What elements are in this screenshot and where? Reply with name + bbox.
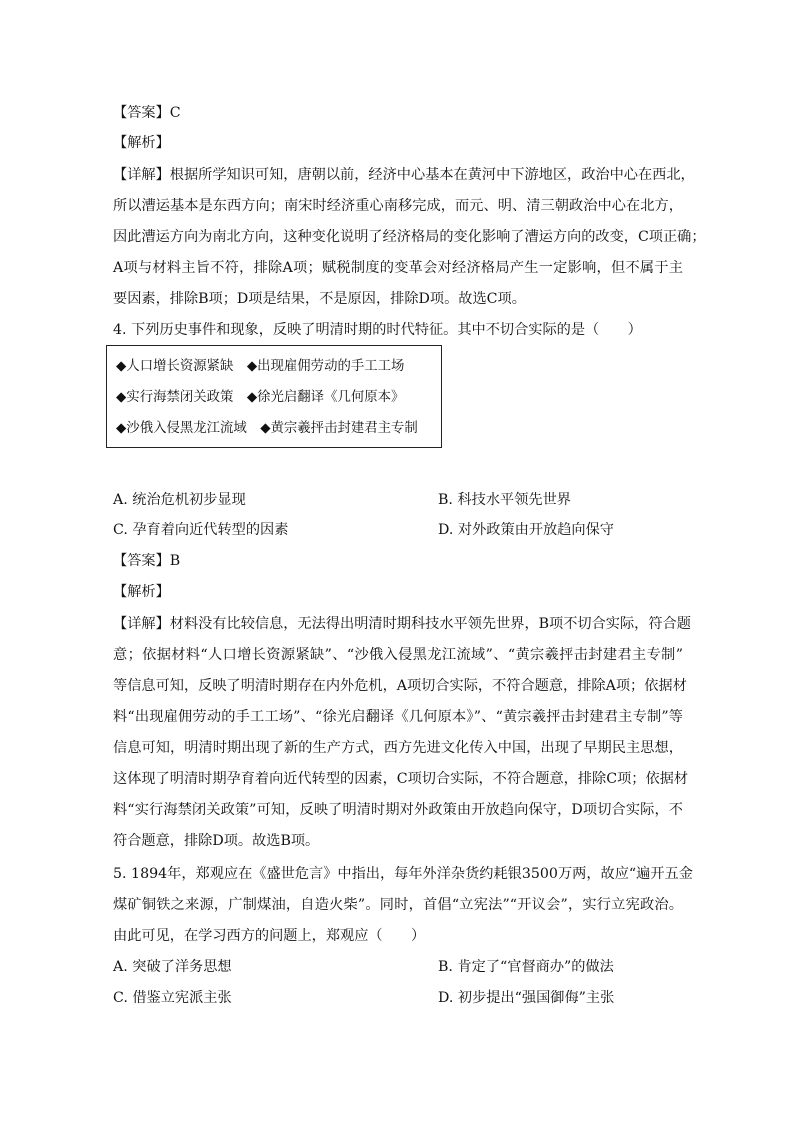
q4-detail-line: 意；依据材料“人口增长资源紧缺”、“沙俄入侵黑龙江流域”、“黄宗羲抨击封建君主专制” (113, 647, 683, 663)
q4-detail-line: 料“出现雇佣劳动的手工工场”、“徐光启翻译《几何原本》”、“黄宗羲抨击封建君主专制”等 (113, 709, 683, 725)
q5-stem-line: 煤矿铜铁之来源，广制煤油，自造火柴”。同时，首倡“立宪法”“开议会”，实行立宪政治。 (113, 897, 683, 913)
q3-detail-line: 所以漕运基本是东西方向；南宋时经济重心南移完成，而元、明、清三朝政治中心在北方， (113, 198, 683, 214)
q5-option-b: B. 肯定了“官督商办”的做法 (438, 959, 614, 975)
q3-answer: 【答案】C (113, 105, 181, 121)
q4-detail-line: 符合题意，排除D项。故选B项。 (113, 833, 320, 849)
q4-material-row: ◆沙俄入侵黑龙江流域 ◆黄宗羲抨击封建君主专制 (116, 421, 418, 436)
q4-detail-line: 料“实行海禁闭关政策”可知，反映了明清时期对外政策由开放趋向保守，D项切合实际，不 (113, 802, 683, 818)
q4-material-box (106, 345, 442, 448)
q4-detail-line: 【详解】材料没有比较信息，无法得出明清时期科技水平领先世界，B项不切合实际，符合题 (113, 616, 691, 632)
q5-stem-line: 由此可见，在学习西方的问题上，郑观应（ ） (113, 928, 426, 944)
q4-material-row: ◆人口增长资源紧缺 ◆出现雇佣劳动的手工工场 (116, 359, 405, 374)
q4-option-c: C. 孕育着向近代转型的因素 (113, 522, 289, 538)
q4-option-d: D. 对外政策由开放趋向保守 (438, 522, 614, 538)
q4-analysis-label: 【解析】 (113, 584, 170, 600)
q5-option-d: D. 初步提出“强国御侮”主张 (438, 990, 615, 1006)
q3-analysis-label: 【解析】 (113, 135, 170, 151)
q4-option-b: B. 科技水平领先世界 (438, 492, 571, 508)
q3-detail-line: 要因素，排除B项；D项是结果，不是原因，排除D项。故选C项。 (113, 291, 526, 307)
q4-detail-line: 等信息可知，反映了明清时期存在内外危机，A项切合实际，不符合题意，排除A项；依据材 (113, 678, 687, 694)
q5-stem-line: 5. 1894年，郑观应在《盛世危言》中指出，每年外洋杂货约耗银3500万两，故应“遍开五金 (113, 866, 693, 882)
q5-option-c: C. 借鉴立宪派主张 (113, 990, 232, 1006)
q5-option-a: A. 突破了洋务思想 (113, 959, 232, 975)
q3-detail-line: A项与材料主旨不符，排除A项；赋税制度的变革会对经济格局产生一定影响，但不属于主 (113, 260, 683, 276)
q4-detail-line: 信息可知，明清时期出现了新的生产方式，西方先进文化传入中国，出现了早期民主思想， (113, 740, 683, 756)
q3-detail-line: 【详解】根据所学知识可知，唐朝以前，经济中心基本在黄河中下游地区，政治中心在西北， (113, 167, 695, 183)
q4-stem: 4. 下列历史事件和现象，反映了明清时期的时代特征。其中不切合实际的是（ ） (113, 322, 642, 338)
q4-option-a: A. 统治危机初步显现 (113, 492, 246, 508)
q4-material-row: ◆实行海禁闭关政策 ◆徐光启翻译《几何原本》 (116, 390, 405, 405)
q4-answer: 【答案】B (113, 553, 181, 569)
q3-detail-line: 因此漕运方向为南北方向，这种变化说明了经济格局的变化影响了漕运方向的改变，C项正确； (113, 229, 706, 245)
q4-detail-line: 这体现了明清时期孕育着向近代转型的因素，C项切合实际，不符合题意，排除C项；依据材 (113, 771, 689, 787)
